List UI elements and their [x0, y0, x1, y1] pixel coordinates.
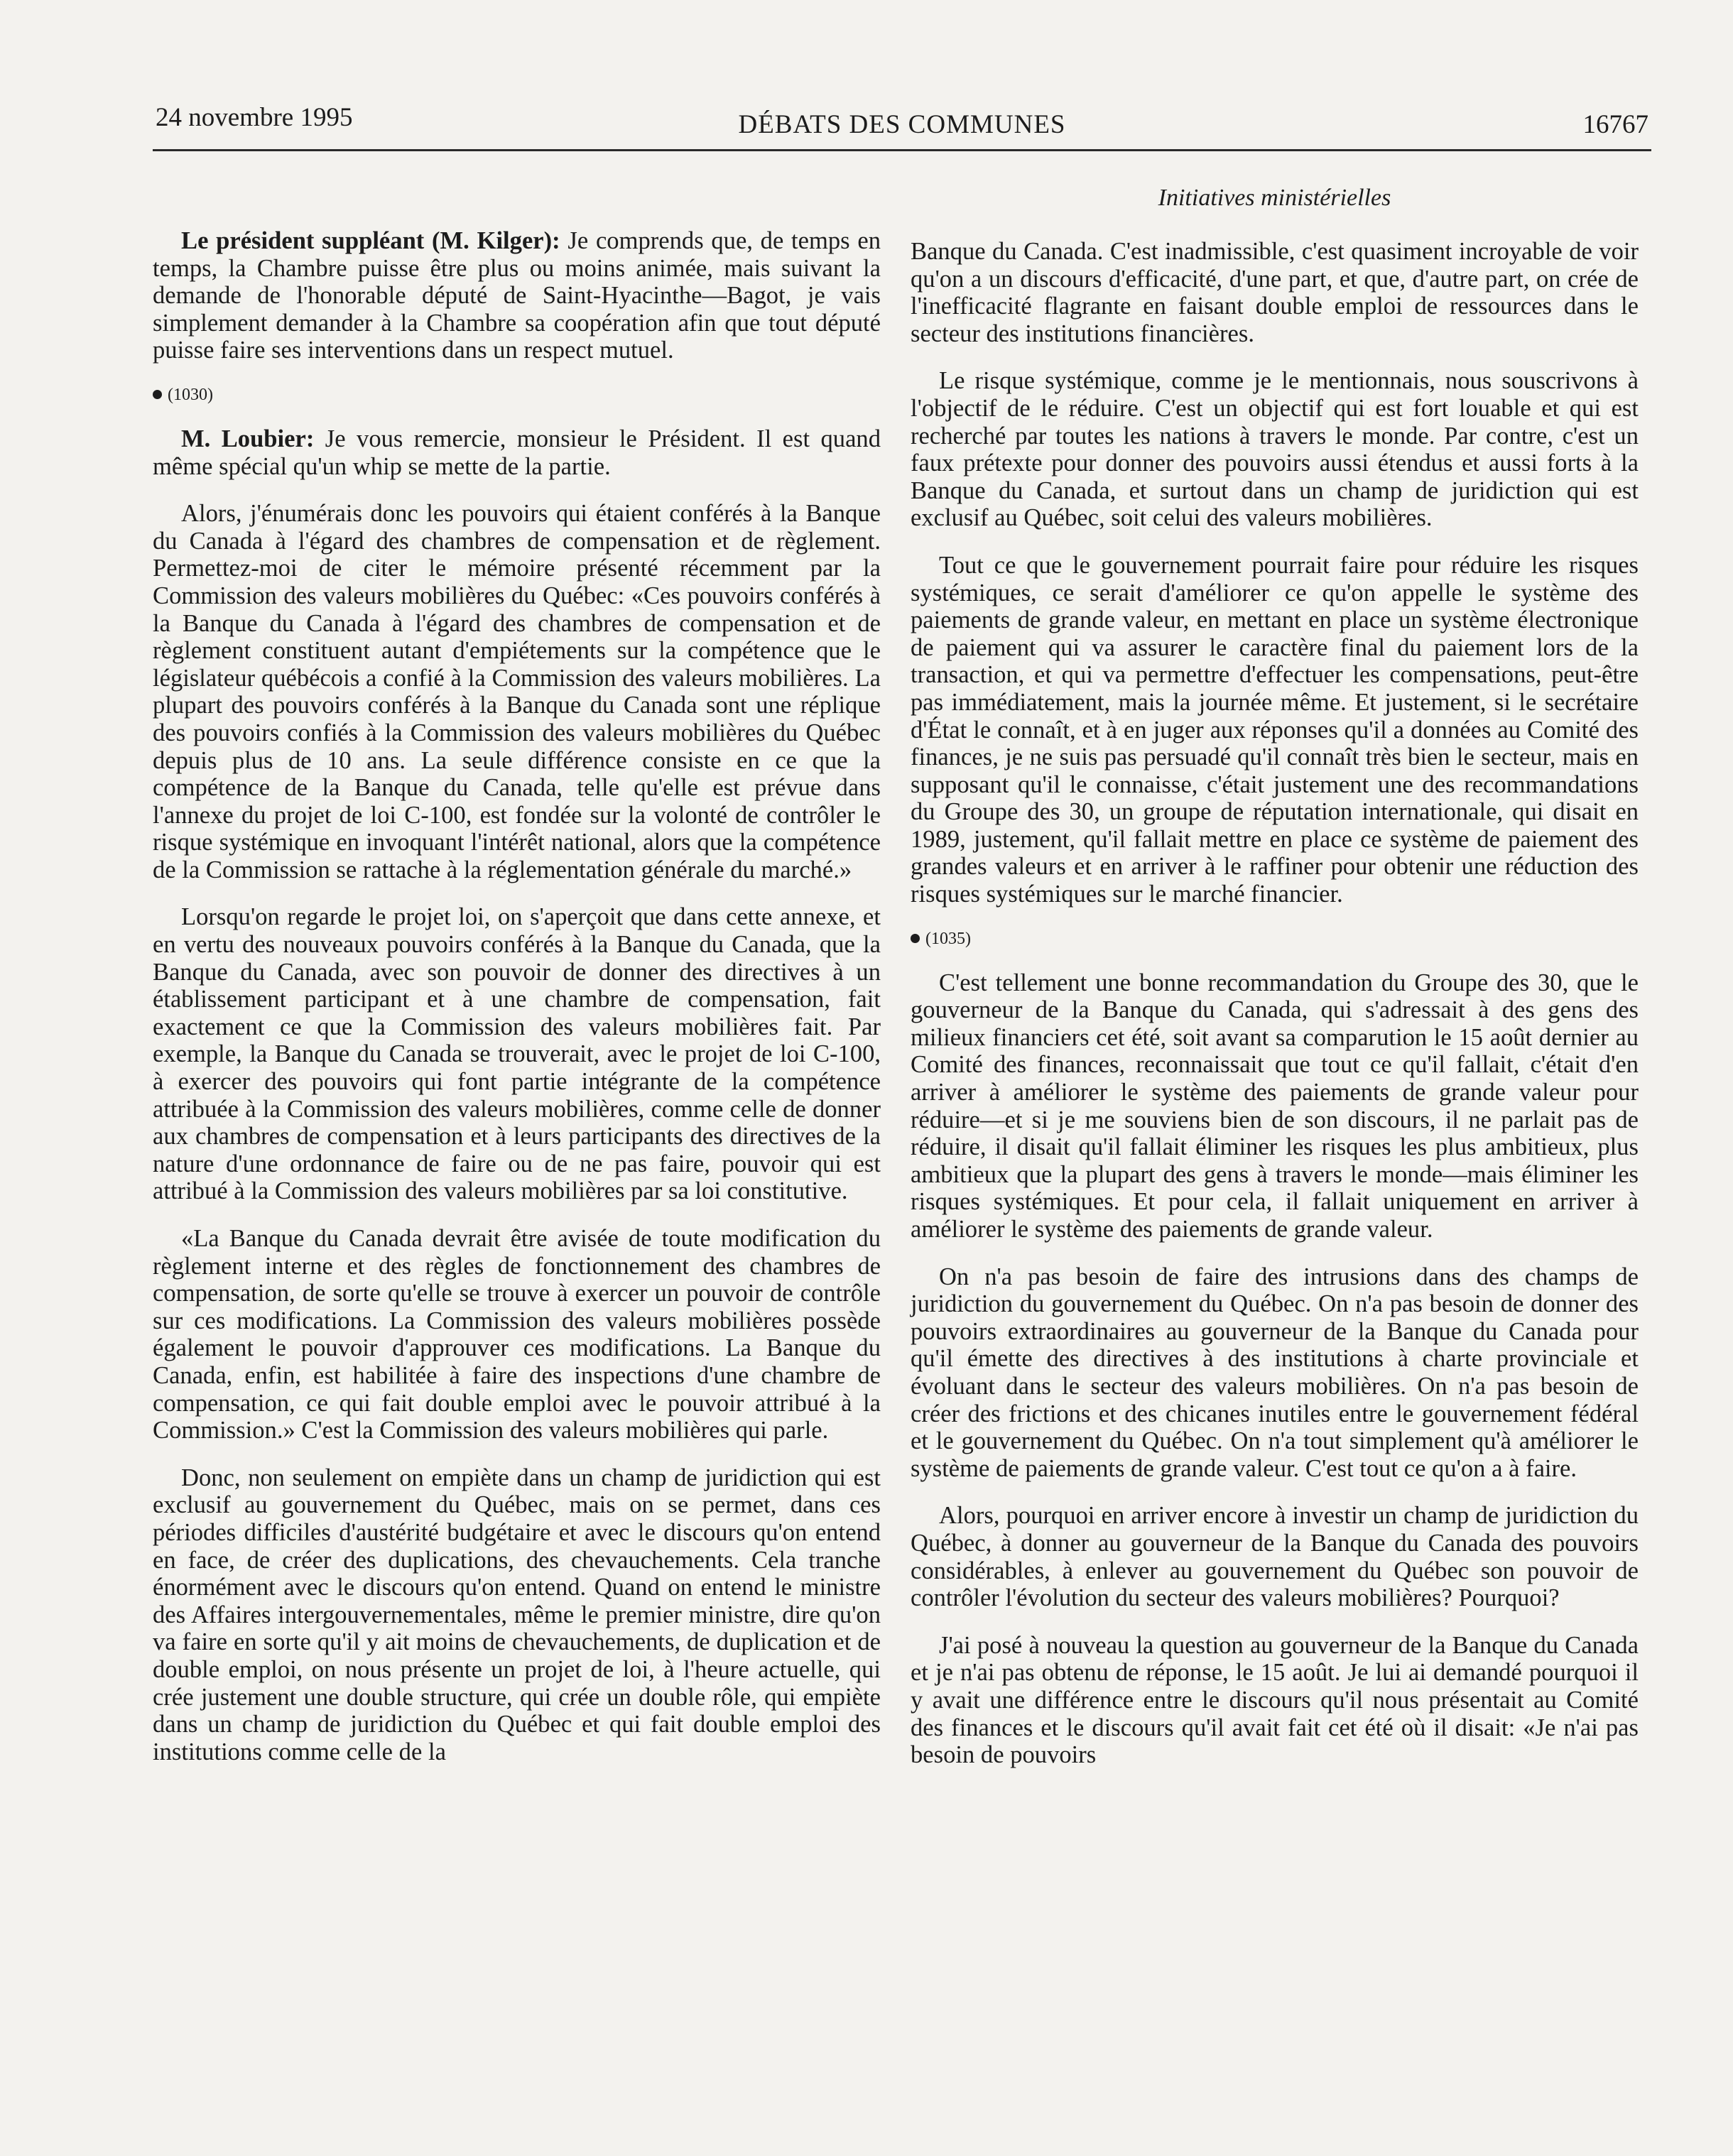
paragraph: Banque du Canada. C'est inadmissible, c'est quasiment incroyable de voir qu'on a un discours d'efficacité, d'une part, et que, d'autre part, on crée de l'inefficacité flagrante en faisant double emploi de ressources dans le secteur des institutions financières.: [911, 238, 1639, 347]
timestamp: [911, 928, 1639, 949]
bullet-icon: [911, 934, 920, 943]
paragraph: «La Banque du Canada devrait être avisée de toute modification du règlement interne et des règles de fonctionnement des chambres de compensation, de sorte qu'elle se trouve à exercer un pouvoir de contrôle sur ces modifications. La Commission des valeurs mobilières possède également le pouvoir d'approuver ces modifications. La Banque du Canada, enfin, est habilitée à faire des inspections d'une chambre de compensation, ce qui fait double emploi avec le pouvoir attribué à la Commission.» C'est la Commission des valeurs mobilières qui parle.: [153, 1225, 881, 1444]
paragraph: Alors, pourquoi en arriver encore à investir un champ de juridiction du Québec, à donner au gouverneur de la Banque du Canada des pouvoirs considérables, à enlever au gouvernement du Québec son pouvoir de contrôler l'évolution du secteur des valeurs mobilières? Pourquoi?: [911, 1502, 1639, 1612]
timestamp-text: (1035): [925, 929, 971, 948]
paragraph: Tout ce que le gouvernement pourrait faire pour réduire les risques systémiques, ce serait d'améliorer ce qu'on appelle le système des paiements de grande valeur, en mettant en place un système électronique de paiement qui va assurer le caractère final du paiement lors de la transaction, et qui va permettre d'effectuer les compensations, peut-être pas immédiatement, mais la journée même. Et justement, si le secrétaire d'État le connaît, et à en juger aux réponses qu'il a données au Comité des finances, je ne suis pas persuadé qu'il connaît très bien le secteur, mais en supposant qu'il le connaisse, c'était justement une des recommandations du Groupe des 30, un groupe de réputation internationale, qui disait en 1989, justement, qu'il fallait mettre en place ce système de paiement des grandes valeurs et en arriver à le raffiner pour obtenir une réduction des risques systémiques sur le marché financier.: [911, 551, 1639, 908]
paragraph: [153, 425, 881, 480]
paragraph: Lorsqu'on regarde le projet loi, on s'aperçoit que dans cette annexe, et en vertu des nouveaux pouvoirs conférés à la Banque du Canada, que la Banque du Canada, avec son pouvoir de donner des directives à un établissement participant et à une chambre de compensation, fait exactement ce que la Commission des valeurs mobilières fait. Par exemple, la Banque du Canada se trouverait, avec le projet de loi C-100, à exercer des pouvoirs qui font partie intégrante de la compétence attribuée à la Commission des valeurs mobilières, comme celle de donner aux chambres de compensation et à leurs participants des directives de la nature d'une ordonnance de faire ou de ne pas faire, pouvoir qui est attribué à la Commission des valeurs mobilières par sa loi constitutive.: [153, 903, 881, 1205]
paragraph: Donc, non seulement on empiète dans un champ de juridiction qui est exclusif au gouvernement du Québec, mais on se permet, dans ces périodes difficiles d'austérité budgétaire et avec le discours qu'on entend en face, de créer des duplications, des chevauchements. Cela tranche énormément avec le discours qu'on entend. Quand on entend le ministre des Affaires intergouvernementales, même le premier ministre, dire qu'on va faire en sorte qu'il y ait moins de chevauchements, de duplication et de double emploi, on nous présente un projet de loi, à l'heure actuelle, qui crée justement une double structure, qui crée un double rôle, qui empiète dans un champ de juridiction du Québec et qui fait double emploi des institutions comme celle de la: [153, 1464, 881, 1765]
page-header: [153, 99, 1651, 151]
paragraph-text: Je vous remercie, monsieur le Président. Il est quand même spécial qu'un whip se mette de la partie.: [153, 425, 881, 480]
timestamp-text: (1030): [168, 385, 213, 404]
paragraph: [153, 227, 881, 364]
paragraph: Le risque systémique, comme je le mentionnais, nous souscrivons à l'objectif de le réduire. C'est un objectif qui est fort louable et qui est recherché par toutes les nations à travers le monde. Par contre, c'est un faux prétexte pour donner des pouvoirs aussi étendus et aussi forts à la Banque du Canada, et surtout dans un champ de juridiction qui est exclusif au Québec, soit celui des valeurs mobilières.: [911, 367, 1639, 532]
timestamp: [153, 384, 881, 405]
section-title: Initiatives ministérielles: [1158, 185, 1391, 211]
paragraph: J'ai posé à nouveau la question au gouverneur de la Banque du Canada et je n'ai pas obtenu de réponse, le 15 août. Je lui ai demandé pourquoi il y avait une différence entre le discours qu'il nous présentait au Comité des finances et le discours qu'il avait fait cet été où il disait: «Je n'ai pas besoin de pouvoirs: [911, 1631, 1639, 1769]
paragraph-text: Je comprends que, de temps en temps, la Chambre puisse être plus ou moins animée, mais suivant la demande de l'honorable député de Saint-Hyacinthe—Bagot, je vais simplement demander à la Chambre sa coopération afin que tout député puisse faire ses interventions dans un respect mutuel.: [153, 227, 881, 364]
right-column: [911, 238, 1639, 1769]
bullet-icon: [153, 390, 162, 399]
speaker-name: M. Loubier:: [181, 425, 315, 452]
header-title: DÉBATS DES COMMUNES: [738, 110, 1066, 139]
paragraph: On n'a pas besoin de faire des intrusions dans des champs de juridiction du gouvernement du Québec. On n'a pas besoin de donner des pouvoirs extraordinaires au gouverneur de la Banque du Canada pour qu'il émette des directives à des institutions à charte provinciale et évoluant dans le secteur des valeurs mobilières. On n'a pas besoin de créer des frictions et des chicanes inutiles entre le gouvernement fédéral et le gouvernement du Québec. On n'a tout simplement qu'à améliorer le système de paiements de grande valeur. C'est tout ce qu'on a à faire.: [911, 1263, 1639, 1482]
header-page-number: 16767: [1582, 110, 1648, 139]
header-date: 24 novembre 1995: [156, 103, 353, 132]
speaker-name: Le président suppléant (M. Kilger):: [181, 227, 560, 254]
paragraph: C'est tellement une bonne recommandation du Groupe des 30, que le gouverneur de la Banque du Canada, qui s'adressait à des gens des milieux financiers cet été, soit avant sa comparution le 15 août dernier au Comité des finances, reconnaissait que tout ce qu'il fallait, c'était d'en arriver à améliorer le système des paiements de grande valeur pour réduire—et si je me souviens bien de son discours, il ne parlait pas de réduire, il disait qu'il fallait éliminer les risques les plus ambitieux, plus ambitieux que la plupart des gens à travers le monde—mais éliminer les risques systémiques. Et pour cela, il fallait uniquement en arriver à améliorer le système des paiements de grande valeur.: [911, 969, 1639, 1243]
left-column: [153, 227, 881, 1765]
paragraph: Alors, j'énumérais donc les pouvoirs qui étaient conférés à la Banque du Canada à l'égard des chambres de compensation et de règlement. Permettez-moi de citer le mémoire présenté récemment par la Commission des valeurs mobilières du Québec: «Ces pouvoirs conférés à la Banque du Canada à l'égard des chambres de compensation et de règlement constituent autant d'empiétements sur la compétence que le législateur québécois a confié à la Commission des valeurs mobilières. La plupart des pouvoirs conférés à la Banque du Canada sont une réplique des pouvoirs confiés à la Commission des valeurs mobilières du Québec depuis plus de 10 ans. La seule différence consiste en ce que la compétence de la Banque du Canada, telle qu'elle est prévue dans l'annexe du projet de loi C-100, est fondée sur la volonté de contrôler le risque systémique en invoquant l'intérêt national, alors que la compétence de la Commission se rattache à la réglementation générale du marché.»: [153, 500, 881, 883]
